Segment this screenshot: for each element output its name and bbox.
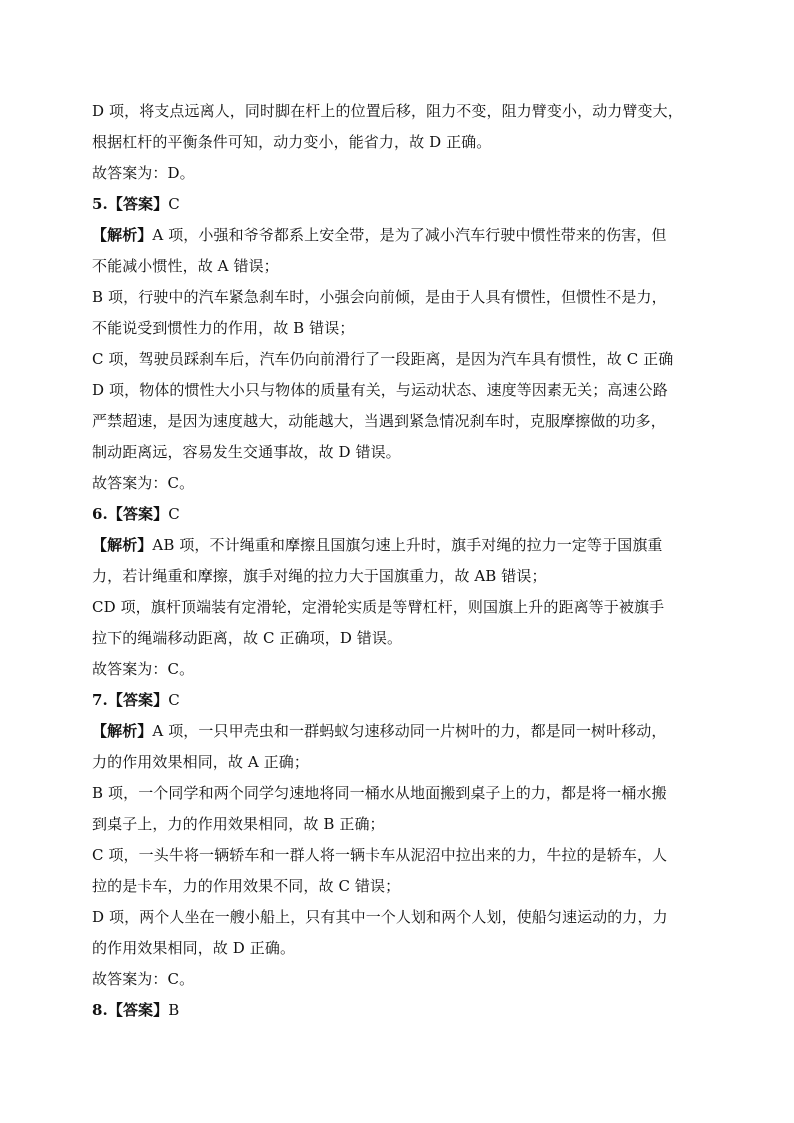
- q5-analysis-line-8: 制动距离远，容易发生交通事故，故 D 错误。: [92, 443, 401, 461]
- q7-analysis-first: A 项，一只甲壳虫和一群蚂蚁匀速移动同一片树叶的力，都是同一树叶移动，: [152, 722, 667, 740]
- q5-analysis-line-6: D 项，物体的惯性大小只与物体的质量有关，与运动状态、速度等因素无关；高速公路: [92, 381, 668, 399]
- q6-answer-label: 【答案】: [107, 505, 169, 523]
- q5-analysis-line-3: B 项，行驶中的汽车紧急刹车时，小强会向前倾，是由于人具有惯性，但惯性不是力，: [92, 288, 667, 306]
- q8-number: 8.: [92, 1001, 108, 1019]
- q7-analysis-line-7: D 项，两个人坐在一艘小船上，只有其中一个人划和两个人划，使船匀速运动的力，力: [92, 908, 668, 926]
- q7-conclusion: 故答案为：C。: [92, 970, 195, 988]
- q5-analysis-line-2: 不能减小惯性，故 A 错误；: [92, 257, 279, 275]
- q6-analysis-first: AB 项，不计绳重和摩擦且国旗匀速上升时，旗手对绳的拉力一定等于国旗重: [152, 536, 663, 554]
- q7-answer-value: C: [168, 691, 180, 709]
- q6-analysis-line-2: 力，若计绳重和摩擦，旗手对绳的拉力大于国旗重力，故 AB 错误；: [92, 567, 547, 585]
- document-page: [92, 96, 722, 1026]
- q5-answer-heading: [92, 189, 722, 220]
- q7-analysis-line-6: 拉的是卡车，力的作用效果不同，故 C 错误；: [92, 877, 401, 895]
- q4-line-2: 根据杠杆的平衡条件可知，动力变小，能省力，故 D 正确。: [92, 133, 492, 151]
- q5-number: 5.: [92, 195, 108, 213]
- q8-answer-heading: [92, 995, 722, 1026]
- q7-answer-label: 【答案】: [107, 691, 169, 709]
- q6-number: 6.: [92, 505, 108, 523]
- q7-analysis-line-4: 到桌子上，力的作用效果相同，故 B 正确；: [92, 815, 385, 833]
- q7-analysis-line-8: 的作用效果相同，故 D 正确。: [92, 939, 296, 957]
- q7-analysis-label: 【解析】: [92, 722, 153, 740]
- q4-conclusion: 故答案为：D。: [92, 164, 195, 182]
- q7-answer-heading: [92, 685, 722, 716]
- q5-answer-value: C: [168, 195, 180, 213]
- q8-answer-value: B: [168, 1001, 180, 1019]
- q8-answer-label: 【答案】: [107, 1001, 169, 1019]
- q5-answer-label: 【答案】: [107, 195, 169, 213]
- q6-analysis-line-4: 拉下的绳端移动距离，故 C 正确项，D 错误。: [92, 629, 403, 647]
- q5-analysis-first: A 项，小强和爷爷都系上安全带，是为了减小汽车行驶中惯性带来的伤害，但: [152, 226, 667, 244]
- q5-analysis-line-5: C 项，驾驶员踩刹车后，汽车仍向前滑行了一段距离，是因为汽车具有惯性，故 C 正确: [92, 350, 674, 368]
- q5-analysis-line-4: 不能说受到惯性力的作用，故 B 错误；: [92, 319, 355, 337]
- q7-analysis-line-1: [92, 716, 722, 747]
- q7-number: 7.: [92, 691, 108, 709]
- q6-answer-value: C: [168, 505, 180, 523]
- q5-conclusion: 故答案为：C。: [92, 474, 195, 492]
- q4-line-1: D 项，将支点远离人，同时脚在杆上的位置后移，阻力不变，阻力臂变小，动力臂变大，: [92, 102, 683, 120]
- q5-analysis-line-7: 严禁超速，是因为速度越大，动能越大，当遇到紧急情况刹车时，克服摩擦做的功多，: [92, 412, 666, 430]
- q6-analysis-label: 【解析】: [92, 536, 153, 554]
- q6-conclusion: 故答案为：C。: [92, 660, 195, 678]
- q5-analysis-line-1: [92, 220, 722, 251]
- q6-analysis-line-3: CD 项，旗杆顶端装有定滑轮，定滑轮实质是等臂杠杆，则国旗上升的距离等于被旗手: [92, 598, 665, 616]
- q7-analysis-line-3: B 项，一个同学和两个同学匀速地将同一桶水从地面搬到桌子上的力，都是将一桶水搬: [92, 784, 667, 802]
- q6-analysis-line-1: [92, 530, 722, 561]
- q7-analysis-line-5: C 项，一头牛将一辆轿车和一群人将一辆卡车从泥沼中拉出来的力，牛拉的是轿车，人: [92, 846, 668, 864]
- q5-analysis-label: 【解析】: [92, 226, 153, 244]
- q7-analysis-line-2: 力的作用效果相同，故 A 正确；: [92, 753, 309, 771]
- q6-answer-heading: [92, 499, 722, 530]
